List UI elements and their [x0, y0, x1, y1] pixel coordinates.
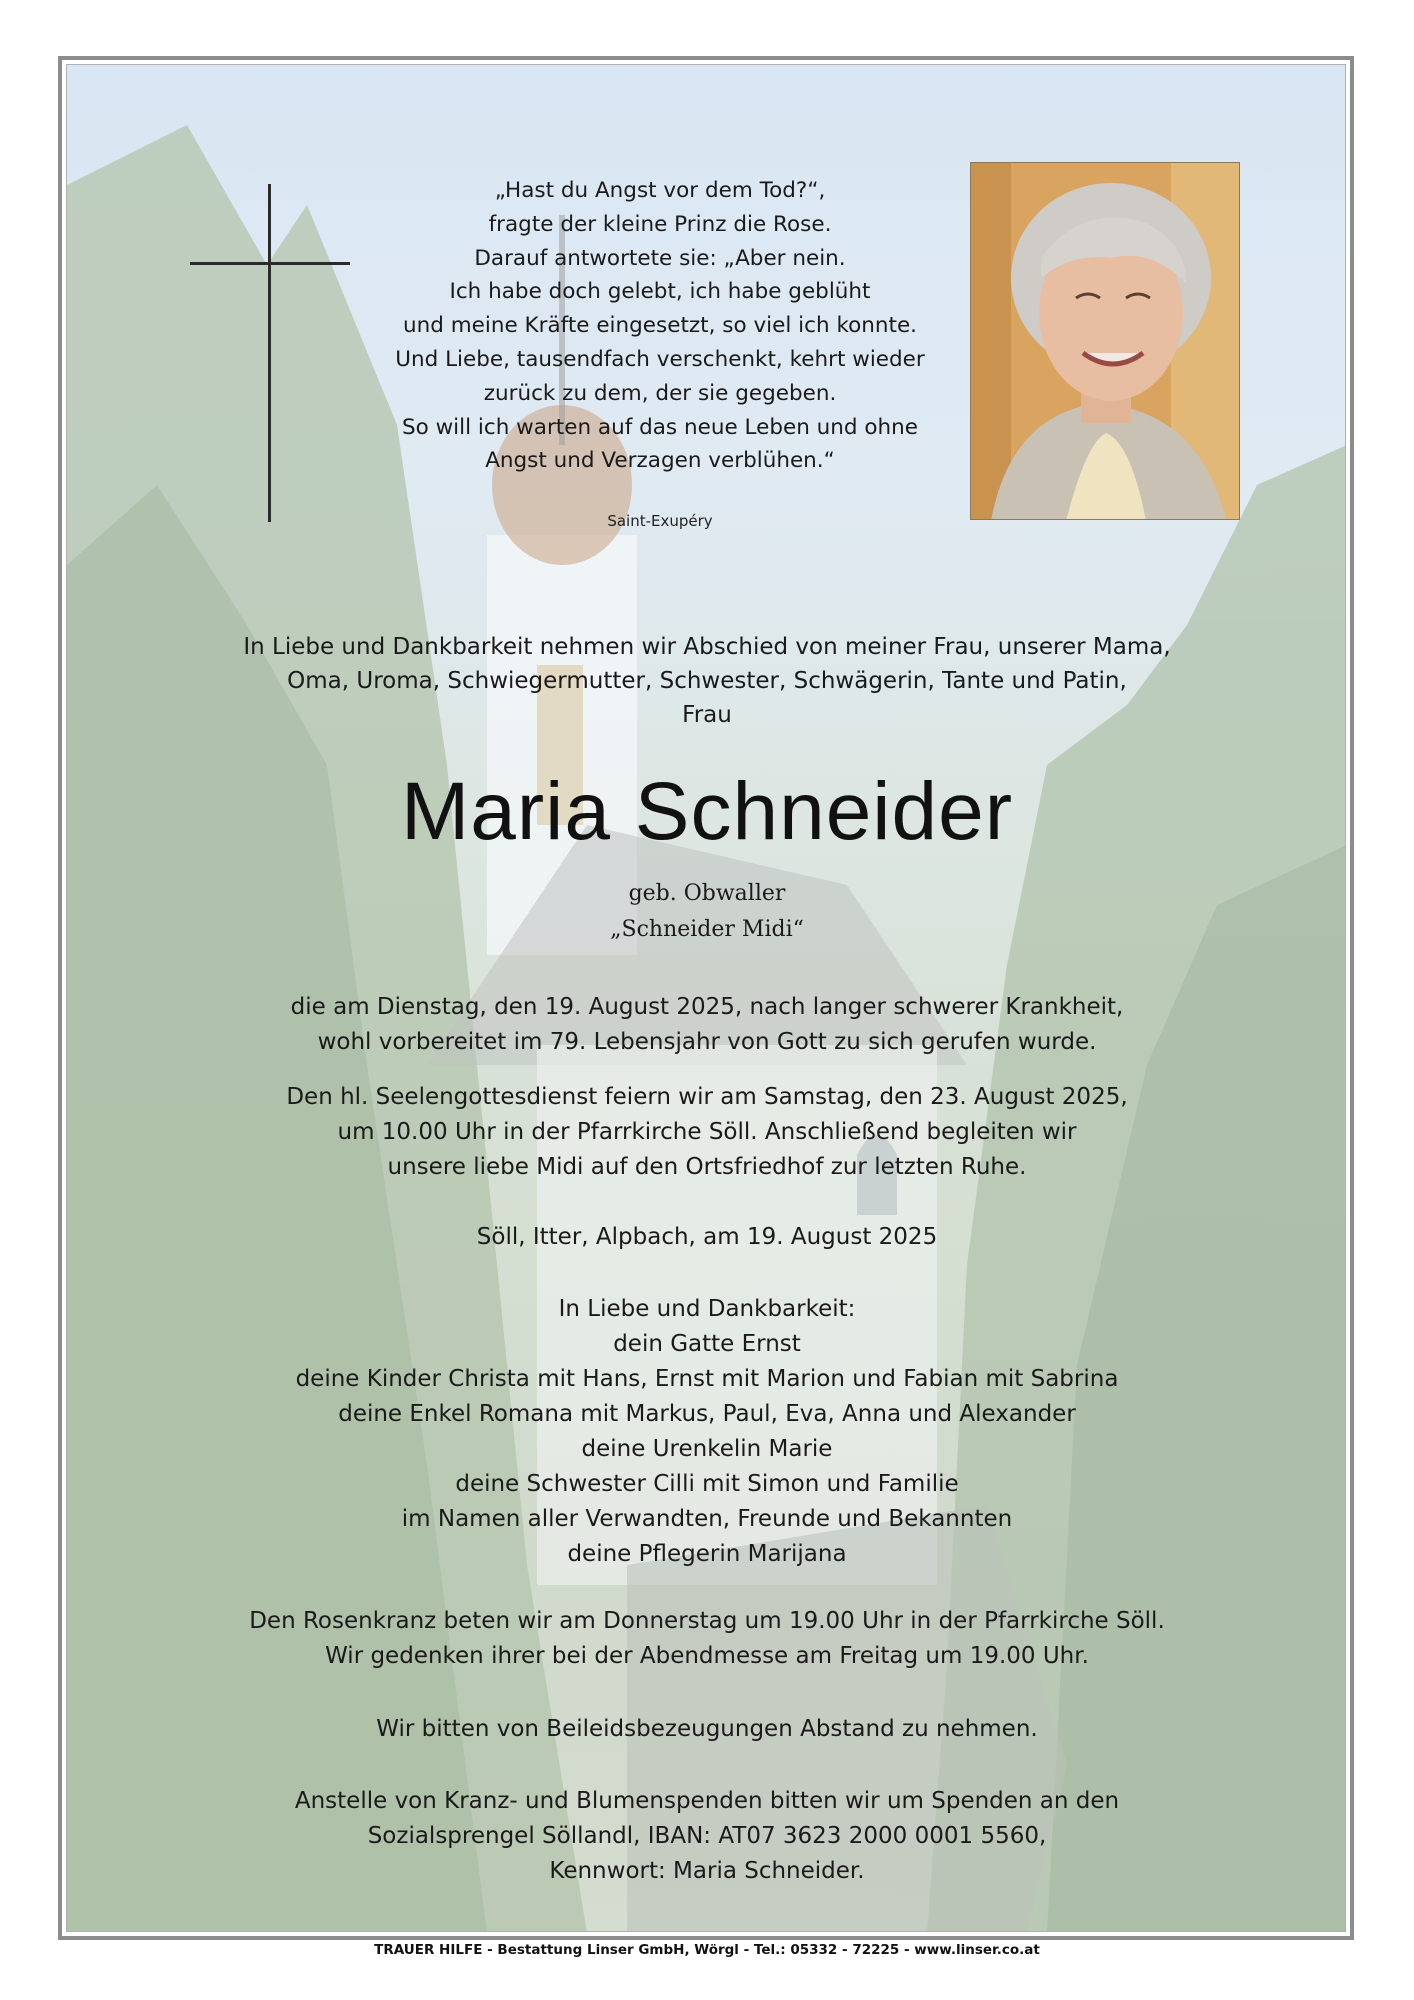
funeral-line: um 10.00 Uhr in der Pfarrkirche Söll. Anschließend begleiten wir: [337, 1119, 1077, 1145]
quote-line: So will ich warten auf das neue Leben und ohne: [401, 414, 919, 440]
funeral-line: unsere liebe Midi auf den Ortsfriedhof zur letzten Ruhe.: [387, 1154, 1027, 1180]
deceased-name: Maria Schneider: [400, 766, 1014, 857]
intro-line: Frau: [682, 702, 732, 728]
mourners-list: [160, 1292, 1254, 1572]
mourner-line: im Namen aller Verwandten, Freunde und Bekannten: [401, 1506, 1013, 1532]
cross-icon-bar: [190, 262, 350, 265]
death-notice-line: die am Dienstag, den 19. August 2025, nach langer schwerer Krankheit,: [290, 994, 1124, 1020]
quote-line: Ich habe doch gelebt, ich habe geblüht: [449, 279, 871, 305]
intro-line: Oma, Uroma, Schwiegermutter, Schwester, Schwägerin, Tante und Patin,: [287, 668, 1127, 694]
mourner-line: deine Pflegerin Marijana: [567, 1541, 847, 1567]
footer-funeral-home: TRAUER HILFE - Bestattung Linser GmbH, Wörgl - Tel.: 05332 - 72225 - www.linser.co.at: [374, 1942, 1040, 1958]
donation-line: Anstelle von Kranz- und Blumenspenden bitten wir um Spenden an den: [294, 1788, 1120, 1814]
funeral-info: [160, 1080, 1254, 1185]
condolence-text: Wir bitten von Beileidsbezeugungen Abstand zu nehmen.: [376, 1716, 1038, 1742]
intro-line: In Liebe und Dankbarkeit nehmen wir Abschied von meiner Frau, unserer Mama,: [243, 634, 1171, 660]
cross-icon: [268, 184, 271, 522]
condolence-note: [160, 1712, 1254, 1747]
place-date: [160, 1220, 1254, 1255]
donation-line: Sozialsprengel Söllandl, IBAN: AT07 3623 2000 0001 5560,: [367, 1823, 1047, 1849]
death-notice: [160, 990, 1254, 1060]
mourner-line: dein Gatte Ernst: [613, 1331, 801, 1357]
rosary-line: Den Rosenkranz beten wir am Donnerstag um 19.00 Uhr in der Pfarrkirche Söll.: [249, 1608, 1165, 1634]
quote-text: [340, 174, 980, 478]
maiden-name: geb. Obwaller: [628, 881, 786, 906]
mourner-line: deine Schwester Cilli mit Simon und Familie: [455, 1471, 959, 1497]
quote-line: und meine Kräfte eingesetzt, so viel ich konnte.: [402, 313, 918, 339]
mourners-heading: In Liebe und Dankbarkeit:: [558, 1296, 856, 1322]
funeral-line: Den hl. Seelengottesdienst feiern wir am Samstag, den 23. August 2025,: [286, 1084, 1128, 1110]
nickname: „Schneider Midi“: [610, 917, 804, 942]
death-notice-line: wohl vorbereitet im 79. Lebensjahr von Gott zu sich gerufen wurde.: [317, 1029, 1097, 1055]
quote-line: zurück zu dem, der sie gegeben.: [483, 380, 837, 406]
place-date-text: Söll, Itter, Alpbach, am 19. August 2025: [476, 1224, 938, 1250]
rosary-line: Wir gedenken ihrer bei der Abendmesse am Freitag um 19.00 Uhr.: [325, 1643, 1089, 1669]
mourner-line: deine Kinder Christa mit Hans, Ernst mit Marion und Fabian mit Sabrina: [295, 1366, 1119, 1392]
mourner-line: deine Enkel Romana mit Markus, Paul, Eva, Anna und Alexander: [338, 1401, 1076, 1427]
quote-line: „Hast du Angst vor dem Tod?“,: [494, 178, 826, 203]
quote-line: Darauf antwortete sie: „Aber nein.: [474, 245, 846, 271]
rosary-info: [160, 1604, 1254, 1674]
donation-info: [160, 1784, 1254, 1889]
portrait-photo: [970, 162, 1240, 520]
quote-author: Saint-Exupéry: [607, 512, 713, 530]
quote-line: fragte der kleine Prinz die Rose.: [488, 211, 832, 237]
mourner-line: deine Urenkelin Marie: [581, 1436, 833, 1462]
intro-text: [160, 630, 1254, 732]
quote-line: Angst und Verzagen verblühen.“: [485, 448, 835, 474]
quote-line: Und Liebe, tausendfach verschenkt, kehrt wieder: [395, 346, 925, 372]
donation-line: Kennwort: Maria Schneider.: [549, 1858, 865, 1884]
deceased-maiden-block: [460, 876, 954, 948]
